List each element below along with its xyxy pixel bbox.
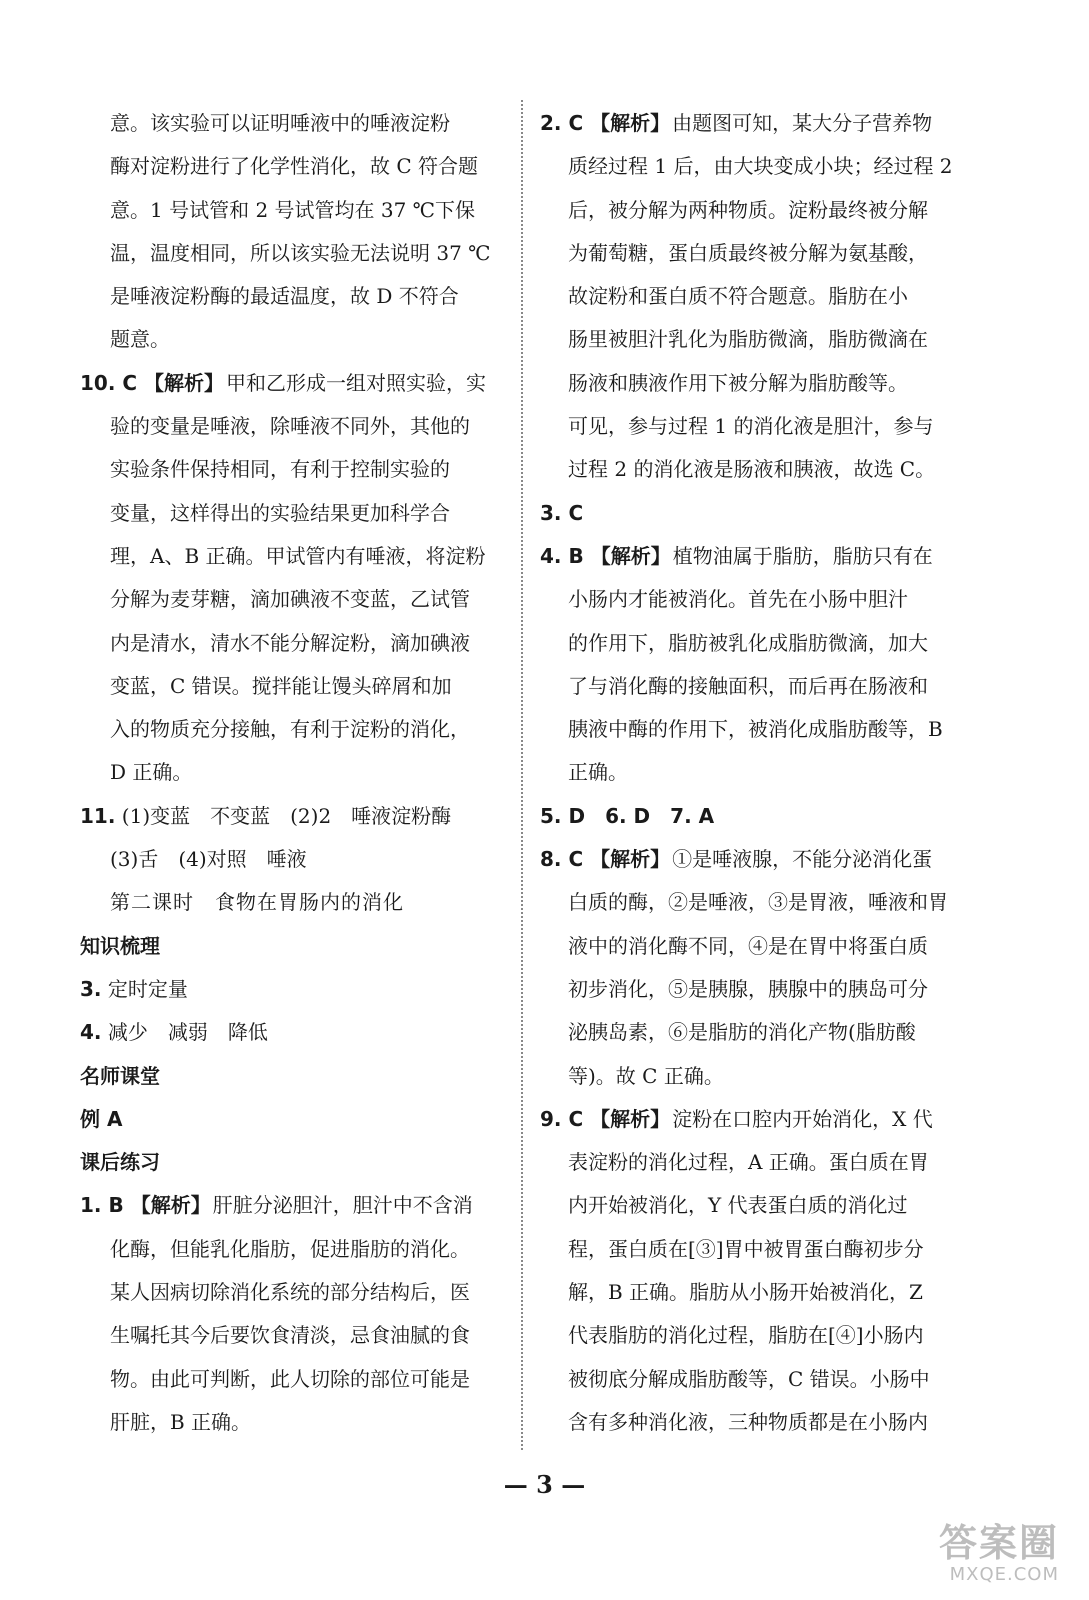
text-line	[540, 318, 965, 361]
analysis-tag: 【解析】	[137, 370, 225, 395]
line-text: 实验条件保持相同，有利于控制实验的	[110, 457, 450, 482]
line-text: 内是清水，清水不能分解淀粉，滴加碘液	[110, 630, 470, 655]
text-line	[540, 1271, 965, 1314]
line-text: 分解为麦芽糖，滴加碘液不变蓝，乙试管	[110, 587, 470, 612]
analysis-tag: 【解析】	[583, 1106, 671, 1131]
text-line	[540, 665, 965, 708]
line-text: 定时定量	[101, 976, 188, 1001]
line-text: 甲和乙形成一组对照实验，实	[226, 370, 487, 395]
text-line	[80, 578, 505, 621]
item-number: 8. C	[540, 847, 584, 872]
text-line	[540, 881, 965, 924]
line-text: 理，A、B 正确。甲试管内有唾液，将淀粉	[110, 543, 486, 568]
item-number: 3.	[80, 976, 102, 1001]
text-line	[80, 1141, 505, 1184]
text-line	[80, 405, 505, 448]
text-line	[540, 448, 965, 491]
line-text: 肝脏，B 正确。	[110, 1409, 252, 1434]
line-text: 代表脂肪的消化过程，脂肪在[④]小肠内	[568, 1323, 924, 1348]
text-line	[540, 1228, 965, 1271]
text-line	[540, 751, 965, 794]
text-line	[540, 1141, 965, 1184]
text-line	[80, 1098, 505, 1141]
line-text: 题意。	[110, 327, 170, 352]
line-text: 肝脏分泌胆汁，胆汁中不含消	[212, 1193, 473, 1218]
line-text: 被彻底分解成脂肪酸等，C 错误。小肠中	[568, 1366, 930, 1391]
text-line	[540, 492, 965, 535]
text-line	[80, 1271, 505, 1314]
text-line	[80, 838, 505, 881]
text-line	[80, 795, 505, 838]
line-text: 植物油属于脂肪，脂肪只有在	[672, 543, 933, 568]
line-text: 解，B 正确。脂肪从小肠开始被消化，Z	[568, 1280, 923, 1305]
line-text: 验的变量是唾液，除唾液不同外，其他的	[110, 414, 470, 439]
line-text: 故淀粉和蛋白质不符合题意。脂肪在小	[568, 284, 908, 309]
line-text: 意。1 号试管和 2 号试管均在 37 ℃下保	[110, 197, 476, 222]
line-text: 初步消化，⑤是胰腺，胰腺中的胰岛可分	[568, 976, 928, 1001]
line-text: 为葡萄糖，蛋白质最终被分解为氨基酸，	[568, 240, 928, 265]
text-line	[540, 1358, 965, 1401]
item-number: 9. C	[540, 1106, 584, 1131]
text-line	[540, 1314, 965, 1357]
text-line	[80, 1011, 505, 1054]
text-line	[540, 362, 965, 405]
column-divider	[521, 100, 523, 1450]
line-text: 酶对淀粉进行了化学性消化，故 C 符合题	[110, 154, 479, 179]
line-text: 淀粉在口腔内开始消化，X 代	[672, 1106, 933, 1131]
line-text: 变蓝，C 错误。搅拌能让馒头碎屑和加	[110, 673, 452, 698]
left-column	[80, 102, 505, 1444]
line-text: 肠里被胆汁乳化为脂肪微滴，脂肪微滴在	[568, 327, 928, 352]
item-number: 2. C	[540, 111, 584, 135]
item-number: 4. B	[540, 543, 584, 568]
item-number: 10. C	[80, 370, 138, 395]
line-text: 物。由此可判断，此人切除的部位可能是	[110, 1366, 470, 1391]
line-text: 意。该实验可以证明唾液中的唾液淀粉	[110, 111, 450, 135]
analysis-tag: 【解析】	[583, 847, 671, 872]
text-line	[540, 795, 965, 838]
text-line	[80, 1184, 505, 1227]
analysis-tag: 【解析】	[123, 1193, 211, 1218]
analysis-tag: 【解析】	[583, 543, 671, 568]
text-line	[540, 1401, 965, 1444]
text-line	[80, 318, 505, 361]
text-line	[80, 751, 505, 794]
text-line	[540, 578, 965, 621]
item-number: 1. B	[80, 1193, 124, 1218]
text-line	[80, 102, 505, 145]
line-text: 过程 2 的消化液是肠液和胰液，故选 C。	[568, 457, 936, 482]
line-text: 液中的消化酶不同，④是在胃中将蛋白质	[568, 933, 928, 958]
watermark	[889, 1522, 1059, 1592]
line-text: 化酶，但能乳化脂肪，促进脂肪的消化。	[110, 1236, 470, 1261]
line-text: 正确。	[568, 760, 628, 785]
line-text: (3)舌 (4)对照 唾液	[110, 847, 307, 872]
text-line	[80, 925, 505, 968]
text-line	[540, 535, 965, 578]
line-text: 温，温度相同，所以该实验无法说明 37 ℃	[110, 240, 491, 265]
text-line	[540, 145, 965, 188]
line-text: 某人因病切除消化系统的部分结构后，医	[110, 1280, 470, 1305]
text-line	[80, 665, 505, 708]
text-line	[540, 838, 965, 881]
section-heading: 课后练习	[80, 1150, 160, 1175]
text-line	[80, 1314, 505, 1357]
text-line	[80, 232, 505, 275]
line-text: 生嘱托其今后要饮食清淡，忌食油腻的食	[110, 1323, 470, 1348]
line-text: 变量，这样得出的实验结果更加科学合	[110, 500, 450, 525]
text-line	[540, 232, 965, 275]
text-line	[540, 1184, 965, 1227]
text-line	[540, 622, 965, 665]
line-text: 含有多种消化液，三种物质都是在小肠内	[568, 1409, 928, 1434]
text-line	[80, 189, 505, 232]
line-text: 内开始被消化，Y 代表蛋白质的消化过	[568, 1193, 908, 1218]
analysis-tag: 【解析】	[583, 111, 671, 135]
line-text: 入的物质充分接触，有利于淀粉的消化，	[110, 717, 470, 742]
text-line	[540, 102, 965, 145]
line-text: 泌胰岛素，⑥是脂肪的消化产物(脂肪酸	[568, 1020, 916, 1045]
item-number: 4.	[80, 1020, 102, 1045]
text-line	[80, 535, 505, 578]
section-heading: 名师课堂	[80, 1063, 160, 1088]
text-line	[80, 708, 505, 751]
text-line	[540, 189, 965, 232]
page-number: — 3 —	[503, 1470, 586, 1499]
line-text: 可见，参与过程 1 的消化液是胆汁，参与	[568, 414, 934, 439]
text-line	[540, 275, 965, 318]
item-number: 11.	[80, 803, 116, 828]
text-line	[80, 968, 505, 1011]
line-text: 小肠内才能被消化。首先在小肠中胆汁	[568, 587, 908, 612]
watermark-logo: 答案圈	[938, 1521, 1059, 1565]
line-text: (1)变蓝 不变蓝 (2)2 唾液淀粉酶	[115, 803, 452, 828]
line-text: ①是唾液腺，不能分泌消化蛋	[672, 847, 933, 872]
text-line	[540, 968, 965, 1011]
line-text: 等)。故 C 正确。	[568, 1063, 724, 1088]
text-line	[80, 622, 505, 665]
right-column	[540, 102, 965, 1444]
text-line	[80, 275, 505, 318]
line-text: 质经过程 1 后，由大块变成小块；经过程 2	[568, 154, 953, 179]
text-line	[540, 925, 965, 968]
text-line	[540, 1098, 965, 1141]
watermark-url: MXQE.COM	[949, 1564, 1059, 1585]
text-line	[80, 1055, 505, 1098]
text-line	[80, 881, 505, 924]
line-text: 白质的酶，②是唾液，③是胃液，唾液和胃	[568, 890, 948, 915]
line-text: 表淀粉的消化过程，A 正确。蛋白质在胃	[568, 1150, 929, 1175]
item-number: 5. D 6. D 7. A	[540, 803, 715, 828]
text-line	[80, 448, 505, 491]
line-text: 后，被分解为两种物质。淀粉最终被分解	[568, 197, 928, 222]
line-text: 减少 减弱 降低	[101, 1020, 268, 1045]
text-line	[540, 1055, 965, 1098]
line-text: 程，蛋白质在[③]胃中被胃蛋白酶初步分	[568, 1236, 924, 1261]
text-line	[540, 405, 965, 448]
line-text: D 正确。	[110, 760, 193, 785]
line-text: 由题图可知，某大分子营养物	[672, 111, 933, 135]
text-line	[80, 492, 505, 535]
section-heading: 例 A	[80, 1106, 123, 1131]
text-line	[80, 1358, 505, 1401]
text-line	[80, 1228, 505, 1271]
text-line	[540, 1011, 965, 1054]
line-text: 胰液中酶的作用下，被消化成脂肪酸等，B	[568, 717, 943, 742]
line-text: 是唾液淀粉酶的最适温度，故 D 不符合	[110, 284, 459, 309]
line-text: 肠液和胰液作用下被分解为脂肪酸等。	[568, 370, 908, 395]
line-text: 的作用下，脂肪被乳化成脂肪微滴，加大	[568, 630, 928, 655]
line-text: 了与消化酶的接触面积，而后再在肠液和	[568, 673, 928, 698]
section-heading: 知识梳理	[80, 933, 160, 958]
text-line	[80, 362, 505, 405]
line-text: 第二课时 食物在胃肠内的消化	[110, 890, 404, 915]
text-line	[80, 145, 505, 188]
text-line	[80, 1401, 505, 1444]
text-line	[540, 708, 965, 751]
item-number: 3. C	[540, 500, 584, 525]
